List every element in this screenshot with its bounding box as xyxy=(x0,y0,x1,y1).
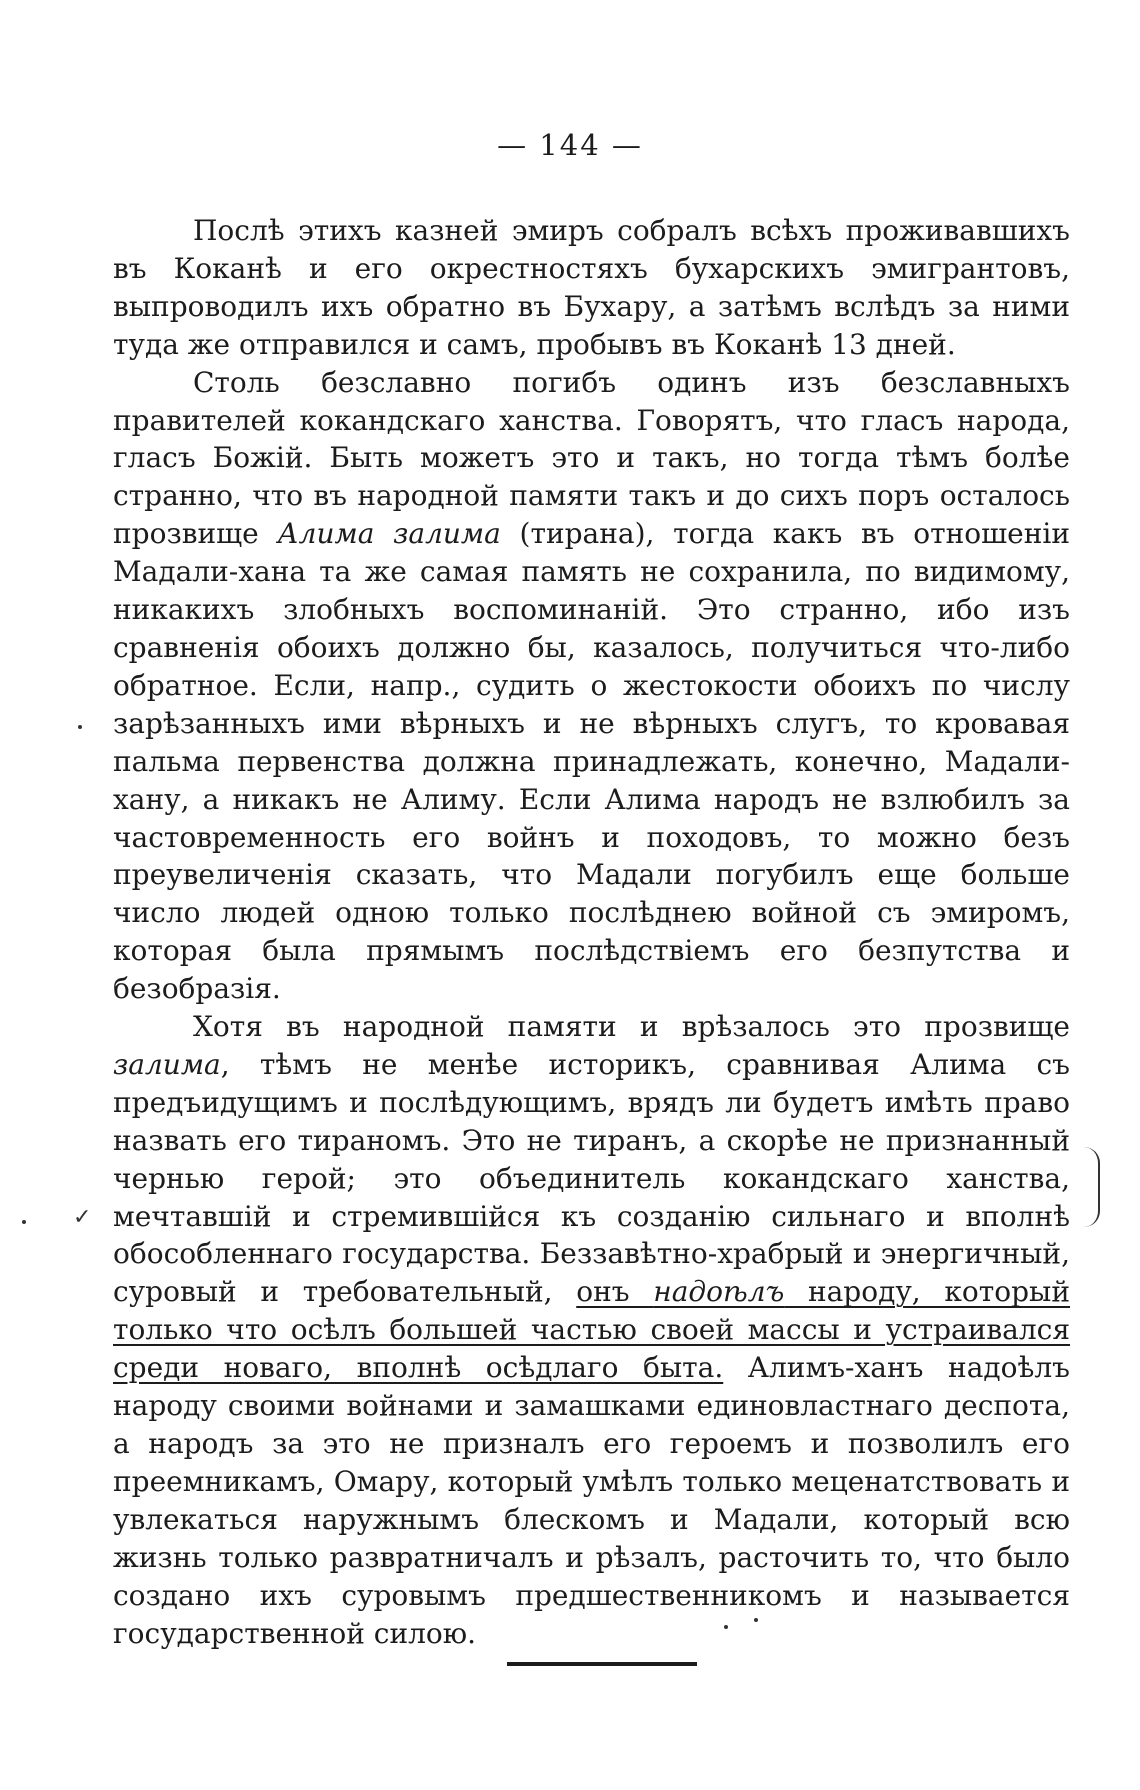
body-text xyxy=(113,212,1070,1652)
paragraph-3 xyxy=(113,1008,1070,1652)
paragraph-2-italic: Алима залима xyxy=(277,517,501,551)
paragraph-2-text-b: (тирана), тогда какъ въ отношеніи Мадали-хана та же самая память не сохранила, по видимому, никакихъ злобныхъ воспоминаній. Это странно, ибо изъ сравненія обоихъ должно бы, казалось, получиться что-либо обратное. Если, напр., судить о жестокости обоихъ по числу зарѣзанныхъ ими вѣрныхъ и не вѣрныхъ слугъ, то кровавая пальма первенства должна принадлежать, конечно, Мадали-хану, а никакъ не Алиму. Если Алима народъ не взлюбилъ за частовременность его войнъ и походовъ, то можно безъ преувеличенія сказать, что Мадали погубилъ еще больше число людей одною только послѣднею войной съ эмиромъ, которая была прямымъ послѣдствіемъ его безпутства и безобразія. xyxy=(113,517,1070,1006)
paragraph-3-text-c: Алимъ-ханъ надоѣлъ народу своими войнами и замашками единовластнаго деспота, а народъ за это не призналъ его героемъ и позволилъ его преемникамъ, Омару, который умѣлъ только меценатствовать и увлекаться наружнымъ блескомъ и Мадали, который всю жизнь только развратничалъ и рѣзалъ, расточить то, что было создано ихъ суровымъ предшественникомъ и называется государственной силою. xyxy=(113,1351,1070,1650)
end-rule xyxy=(507,1662,697,1666)
margin-dot xyxy=(754,1618,758,1622)
margin-check-mark: ✓ xyxy=(73,1205,92,1230)
paragraph-2 xyxy=(113,364,1070,1008)
margin-dot xyxy=(22,1220,26,1224)
margin-bracket-mark xyxy=(1084,1147,1100,1227)
underlined-text-1: онъ xyxy=(576,1275,654,1309)
underlined-text-2: народу, который только что осѣлъ большей частью своей массы и устраивался среди новаго, вполнѣ осѣдлаго быта. xyxy=(113,1275,1070,1385)
underlined-italic: надоѣлъ xyxy=(653,1275,785,1309)
margin-dot xyxy=(78,725,82,729)
paragraph-3-text-b: , тѣмъ не менѣе историкъ, сравнивая Алима съ предъидущимъ и послѣдующимъ, врядъ ли будетъ имѣть право назвать его тираномъ. Это не тиранъ, а скорѣе не признанный чернью герой; это объединитель кокандскаго ханства, мечтавшій и стремившійся къ созданію сильнаго и вполнѣ обособленнаго государства. Беззавѣтно-храбрый и энергичный, суровый и требовательный, xyxy=(113,1047,1070,1309)
paragraph-3-italic: залима xyxy=(113,1047,221,1081)
paragraph-2-text-a: Столь безславно погибъ одинъ изъ безславныхъ правителей кокандскаго ханства. Говорятъ, что гласъ народа, гласъ Божій. Быть можетъ это и такъ, но тогда тѣмъ болѣе странно, что въ народной памяти такъ и до сихъ поръ осталось прозвище xyxy=(113,365,1070,551)
paragraph-1 xyxy=(113,212,1070,364)
paragraph-1-text: Послѣ этихъ казней эмиръ собралъ всѣхъ проживавшихъ въ Коканѣ и его окрестностяхъ бухарскихъ эмигрантовъ, выпроводилъ ихъ обратно въ Бухару, а затѣмъ вслѣдъ за ними туда же отправился и самъ, пробывъ въ Коканѣ 13 дней. xyxy=(113,214,1070,361)
paragraph-3-text-a: Хотя въ народной памяти и врѣзалось это прозвище xyxy=(193,1010,1070,1044)
margin-dot xyxy=(724,1625,728,1629)
page-number: — 144 — xyxy=(497,128,643,162)
